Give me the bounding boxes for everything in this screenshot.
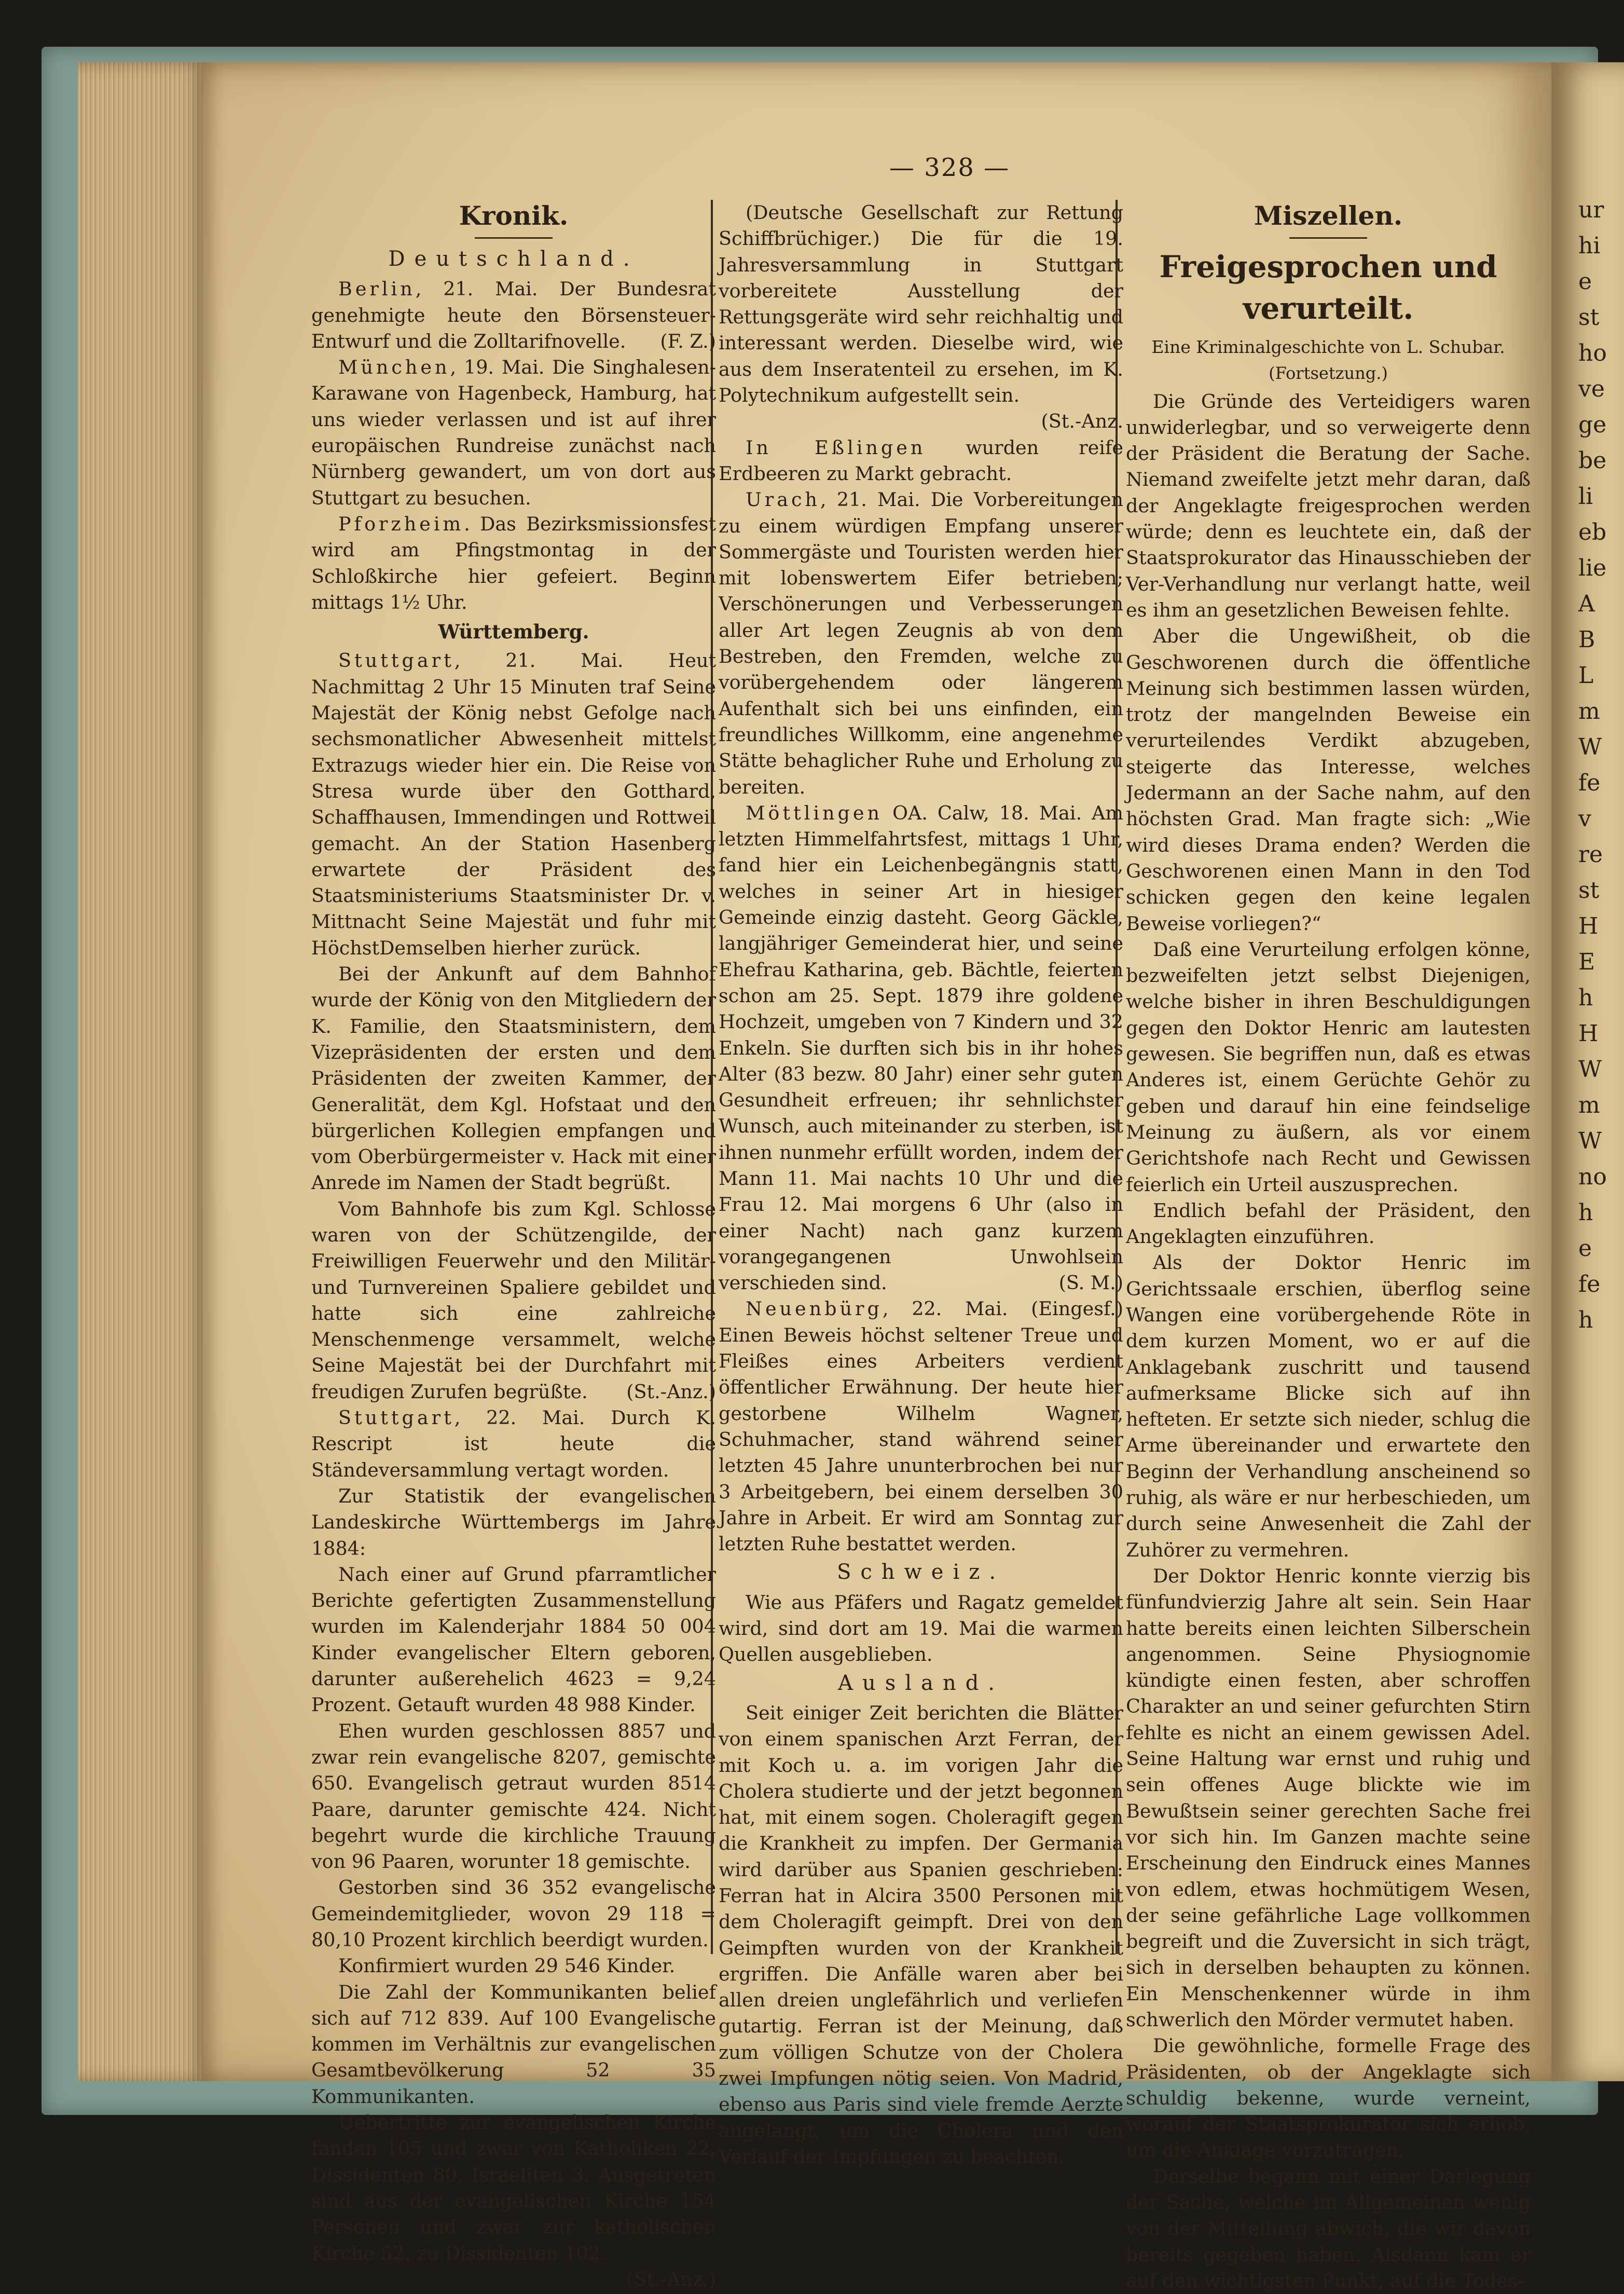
paragraph-text: Die Gründe des Verteidigers waren unwiderlegbar, und so verweigerte denn der Präsident die Beratung der Sache. Niemand zweifelte jetzt mehr daran, daß der Angeklagte freigesprochen werden würde; denn es leuchtete ein, daß der Staatsprokurator das Hinausschieben der Ver-Verhandlung nur verlangt hatte, weil es ihm an gesetzlichen Beweisen fehlte. [1126,390,1531,621]
article-paragraph [1126,389,1531,624]
article-paragraph [311,2110,716,2292]
paragraph-text: Seit einiger Zeit berichten die Blätter von einem spanischen Arzt Ferran, der mit Koch u. a. im vorigen Jahr die Cholera studierte und der jetzt begonnen hat, mit einem sogen. Choleragift gegen die Krankheit zu impfen. Der Germania wird darüber aus Spanien geschrieben: Ferran hat in Alcira 3500 Personen mit dem Choleragift geimpft. Drei von den Geimpften wurden von der Krankheit ergriffen. Die Anfälle waren aber bei allen dreien unglefährlich und verliefen gutartig. Ferran ist der Meinung, daß zum völligen Schutze von der Cholera zwei Impfungen nötig seien. Von Madrid, ebenso aus Paris sind viele fremde Aerzte angelangt, um die Cholera und den Verlauf der Impfungen zu beachten. [719,1701,1123,2168]
article-paragraph [311,1979,716,2110]
paragraph-text: Konfirmiert wurden 29 546 Kinder. [338,1955,676,1977]
article-paragraph [1126,623,1531,937]
dateline-place: Urach [746,488,820,511]
page-edges [78,62,208,2081]
paragraph-text: Wie aus Pfäfers und Ragatz gemeldet wird, sind dort am 19. Mai die warmen Quellen ausgeblieben. [719,1591,1123,1666]
article-paragraph [1126,937,1531,1198]
germany-paragraphs [311,276,716,616]
paragraph-text: Gestorben sind 36 352 evangelische Gemeindemitglieder, wovon 29 118 = 80,10 Prozent kirchlich beerdigt wurden. [311,1876,716,1951]
article-paragraph [1126,1198,1531,1250]
abroad-paragraphs [719,1700,1123,2170]
swiss-heading: Schweiz. [836,1560,1006,1585]
dateline-place: Neuenbürg [746,1298,883,1320]
paragraph-text: Vom Bahnhofe bis zum Kgl. Schlosse waren von der Schützengilde, der Freiwilligen Feuerwehr und den Militär- und Turnvereinen Spaliere gebildet und hatte sich eine zahlreiche Menschenmenge versammelt, welche Seine Majestät bei der Durchfahrt mit freudigen Zurufen begrüßte. [311,1197,716,1403]
article-paragraph [719,435,1123,487]
paragraph-text: Ehen wurden geschlossen 8857 und zwar rein evangelische 8207, gemischte 650. Evangelisch getraut wurden 8514 Paare, darunter gemischte 424. Nicht begehrt wurde die kirchliche Trauung von 96 Paaren, worunter 18 gemischte. [311,1719,716,1873]
article-paragraph [311,1718,716,1875]
dateline-place: Stuttgart [338,649,455,672]
dateline-place: Pforzheim [338,512,464,535]
swiss-paragraphs [719,1590,1123,1668]
article-paragraph [1126,1563,1531,2033]
germany-heading: Deutschland. [388,247,639,271]
article-paragraph [311,961,716,1196]
source-attribution: (St.-Anz.) [626,2268,716,2290]
paragraph-text: Derselbe begann mit einer Darlegung der Sache, welche im Allgemeinen wenig von der Mitteilung abwich, die wir davon bereits gegeben haben. Alsdann kam er auf den wichtigsten Punkt, auf die Todes- [1126,2165,1531,2292]
paragraph-text: , 22. Mai. Durch K. Rescript ist heute die Ständeversammlung vertagt worden. [311,1407,716,1481]
article-paragraph [311,1953,716,1979]
paragraph-text: Als der Doktor Henric im Gerichtssaale erschien, überflog seine Wangen eine vorübergehende Röte in dem kurzen Moment, wo er auf die Anklagebank zuschritt und tausend aufmerksame Blicke sich auf ihn hefteten. Er setzte sich nieder, schlug die Arme übereinander und erwartete den Beginn der Verhandlung anscheinend so ruhig, als wäre er nur herbeschieden, um durch seine Anwesenheit die Zahl der Zuhörer zu vermehren. [1126,1251,1531,1561]
article-paragraph [719,200,1123,435]
article-paragraph [719,800,1123,1296]
article-paragraph [311,1196,716,1405]
miscellany-heading: Miszellen. [1254,200,1403,231]
next-page-text: ur hi e st ho ve ge be li eb lie A B L m W fe v re st H E h H W m W no h e fe h [1578,197,1607,1333]
article-paragraph [719,1590,1123,1668]
column-miscellany [1126,200,1531,2294]
paragraph-text: Die gewöhnliche, formelle Frage des Präsidenten, ob der Angeklagte sich schuldig bekenne, wurde verneint, worauf der Staatsprokurator sich erhob, um die Anklage vorzutragen. [1126,2034,1531,2162]
paragraph-text: . Das Bezirksmissionsfest wird am Pfingstmontag in der Schloßkirche hier gefeiert. Beginn mittags 1½ Uhr. [311,512,716,613]
paragraph-text: OA. Calw, 18. Mai. Am letzten Himmelfahrtsfest, mittags 1 Uhr, fand hier ein Leichenbegängnis statt, welches in seiner Art in hiesiger Gemeinde einzig dasteht. Georg Gäckle, langjähriger Gemeinderat hier, und seine Ehefrau Katharina, geb. Bächtle, feierten schon am 25. Sept. 1879 ihre goldene Hochzeit, umgeben von 7 Kindern und 32 Enkeln. Sie durften sich bis in ihr hohes Alter (83 bezw. 80 Jahr) einer sehr guten Gesundheit erfreuen; ihr sehnlichster Wunsch, auch miteinander zu sterben, ist ihnen nunmehr erfüllt worden, indem der Mann 11. Mai nachts 10 Uhr und die Frau 12. Mai morgens 6 Uhr (also in einer Nacht) nach ganz kurzem vorangegangenen Unwohlsein verschieden sind. [719,801,1123,1294]
abroad-heading: Ausland. [838,1671,1004,1695]
article-paragraph [311,354,716,511]
paragraph-text: Zur Statistik der evangelischen Landeskirche Württembergs im Jahre 1884: [311,1484,716,1560]
paragraph-text: Uebertritte zur evangelischen Kirche fanden 105 und zwar von Katholiken 22, Dissidenten 80, Israeliten 3. Ausgetreten sind aus der evangelischen Kirche 154 Personen und zwar zur katholischen Kirche 52, zu Dissidenten 102. [311,2111,716,2264]
column-chronicle-1 [311,200,716,2292]
chronicle-continued-paragraphs [719,200,1123,1557]
article-paragraph [311,1875,716,1953]
story-title: Freigesprochen und verurteilt. [1159,249,1497,326]
paragraph-text: Endlich befahl der Präsident, den Angeklagten einzuführen. [1126,1199,1531,1248]
story-subtitle: Eine Kriminalgeschichte von L. Schubar. [1151,337,1505,357]
wuerttemberg-heading: Württemberg. [438,620,589,644]
article-paragraph [311,276,716,354]
source-attribution: (F. Z.) [660,330,716,352]
paragraph-text: , 21. Mai. Die Vorbereitungen zu einem würdigen Empfang unserer Sommergäste und Touristen werden hier mit lobenswertem Eifer betrieben; Verschönerungen und Verbesserungen aller Art legen Zeugnis ab von dem Bestreben, den Fremden, welche zu vorübergehendem oder längerem Aufenthalt sich bei uns einfinden, ein freundliches Willkomm, eine angenehme Stätte behaglicher Ruhe und Erholung zu bereiten. [719,488,1123,798]
article-paragraph [719,1296,1123,1557]
paragraph-text: , 21. Mai. Heut Nachmittag 2 Uhr 15 Minuten traf Seine Majestät der König nebst Gefolge nach sechsmonatlicher Abwesenheit mittelst Extrazugs wieder hier ein. Die Reise von Stresa wurde über den Gotthard, Schaffhausen, Immendingen und Rottweil gemacht. An der Station Hasenberg erwartete der Präsident des Staatsministeriums Staatsminister Dr. v. Mittnacht Seine Majestät und fuhr mit HöchstDemselben hierher zurück. [311,649,716,959]
continuation-note: (Fortsetzung.) [1269,363,1388,384]
dateline-place: Möttlingen [746,801,883,824]
dateline-place: Berlin [338,278,416,301]
heading-rule [1289,237,1367,239]
article-paragraph [311,1562,716,1718]
paragraph-text: , 22. Mai. (Eingesf.) Einen Beweis höchst seltener Treue und Fleißes eines Arbeiters verdient öffentlicher Erwähnung. Der heute hier gestorbene Wilhelm Wagner, Schuhmacher, stand während seiner letzten 45 Jahre ununterbrochen bei nur 3 Arbeitgebern, bei einem derselben 30 Jahre in Arbeit. Er wird am Sonntag zur letzten Ruhe bestattet werden. [719,1298,1123,1555]
article-paragraph [719,487,1123,800]
wuerttemberg-paragraphs [311,648,716,2292]
paragraph-text: , 21. Mai. Der Bundesrat genehmigte heute den Börsensteuer-Entwurf und die Zolltarifnovelle. [311,278,716,352]
source-attribution: (St.-Anz. [1041,410,1123,433]
dateline-place: München [338,356,450,379]
source-attribution: (St.-Anz.) [626,1380,716,1403]
paragraph-text: (Deutsche Gesellschaft zur Rettung Schiffbrüchiger.) Die für die 19. Jahresversammlung in Stuttgart vorbereitete Ausstellung der Rettungsgeräte wird sehr reichhaltig und interessant werden. Dieselbe wird, wie aus dem Inseratenteil zu ersehen, im K. Polytechnikum aufgestellt sein. [719,201,1123,407]
dateline-place: In Eßlingen [746,436,926,459]
article-paragraph [1126,2033,1531,2163]
article-paragraph [1126,2164,1531,2294]
heading-rule [475,237,553,239]
paragraph-text: , 19. Mai. Die Singhalesen-Karawane von Hagenbeck, Hamburg, hat uns wieder verlassen und ist auf ihrer europäischen Rundreise zunächst nach Nürnberg gewandert, um von dort aus Stuttgart zu besuchen. [311,356,716,509]
paragraph-text: Aber die Ungewißheit, ob die Geschworenen durch die öffentliche Meinung sich bestimmen lassen würden, trotz der mangelnden Beweise ein verurteilendes Verdikt abzugeben, steigerte das Interesse, welches Jedermann an der Sache nahm, auf den höchsten Grad. Man fragte sich: „Wie wird dieses Drama enden? Werden die Geschworenen einen Mann in den Tod schicken gegen den keine legalen Beweise vorliegen?“ [1126,625,1531,935]
page-number: — 328 — [889,153,1010,182]
article-paragraph [719,1700,1123,2170]
article-paragraph [1126,1250,1531,1563]
column-chronicle-2 [719,200,1123,2170]
paragraph-text: Der Doktor Henric konnte vierzig bis fünfundvierzig Jahre alt sein. Sein Haar hatte bereits einen leichten Silberschein angenommen. Seine Physiognomie kündigte einen festen, aber schroffen Charakter an und seiner gefurchten Stirn fehlte es nicht an einem gewissen Adel. Seine Haltung war ernst und ruhig und sein offenes Auge blickte wie im Bewußtsein seiner gerechten Sache frei vor sich hin. Im Ganzen machte seine Erscheinung den Eindruck eines Mannes von edlem, etwas hochmütigem Wesen, der seine gefährliche Lage vollkommen begreift und die Zuversicht in sich trägt, sich in derselben behaupten zu können. Ein Menschenkenner würde in ihm schwerlich den Mörder vermutet haben. [1126,1564,1531,2031]
paragraph-text: Nach einer auf Grund pfarramtlicher Berichte gefertigten Zusammenstellung wurden im Kalenderjahr 1884 50 004 Kinder evangelischer Eltern geboren, darunter außerehelich 4623 = 9,24 Prozent. Getauft wurden 48 988 Kinder. [311,1563,716,1716]
paragraph-text: wurden reife Erdbeeren zu Markt gebracht. [719,436,1123,485]
article-paragraph [311,511,716,616]
source-attribution: (S. M.) [1058,1272,1123,1294]
next-page-fragment [1551,62,1624,2081]
article-paragraph [311,1405,716,1483]
paragraph-text: Die Zahl der Kommunikanten belief sich auf 712 839. Auf 100 Evangelische kommen im Verhältnis zur evangelischen Gesamtbevölkerung 52 35 Kommunikanten. [311,1981,716,2108]
dateline-place: Stuttgart [338,1407,455,1429]
article-paragraph [311,648,716,961]
chronicle-heading: Kronik. [459,200,569,231]
paragraph-text: Daß eine Verurteilung erfolgen könne, bezweifelten jetzt selbst Diejenigen, welche bisher in ihren Beschuldigungen gegen den Doktor Henric am lautesten gewesen. Sie begriffen nun, daß es etwas Anderes ist, einem Gerüchte Gehör zu geben und darauf hin eine feindselige Meinung zu äußern, als vor einem Gerichtshofe nach Recht und Gewissen feierlich ein Urteil auszusprechen. [1126,938,1531,1196]
article-paragraph [311,1483,716,1562]
paragraph-text: Bei der Ankunft auf dem Bahnhof wurde der König von den Mitgliedern der K. Familie, den Staatsministern, dem Vizepräsidenten der ersten und dem Präsidenten der zweiten Kammer, der Generalität, dem Kgl. Hofstaat und den bürgerlichen Kollegien empfangen und vom Oberbürgermeister v. Hack mit einer Anrede im Namen der Stadt begrüßt. [311,963,716,1194]
story-paragraphs [1126,389,1531,2294]
